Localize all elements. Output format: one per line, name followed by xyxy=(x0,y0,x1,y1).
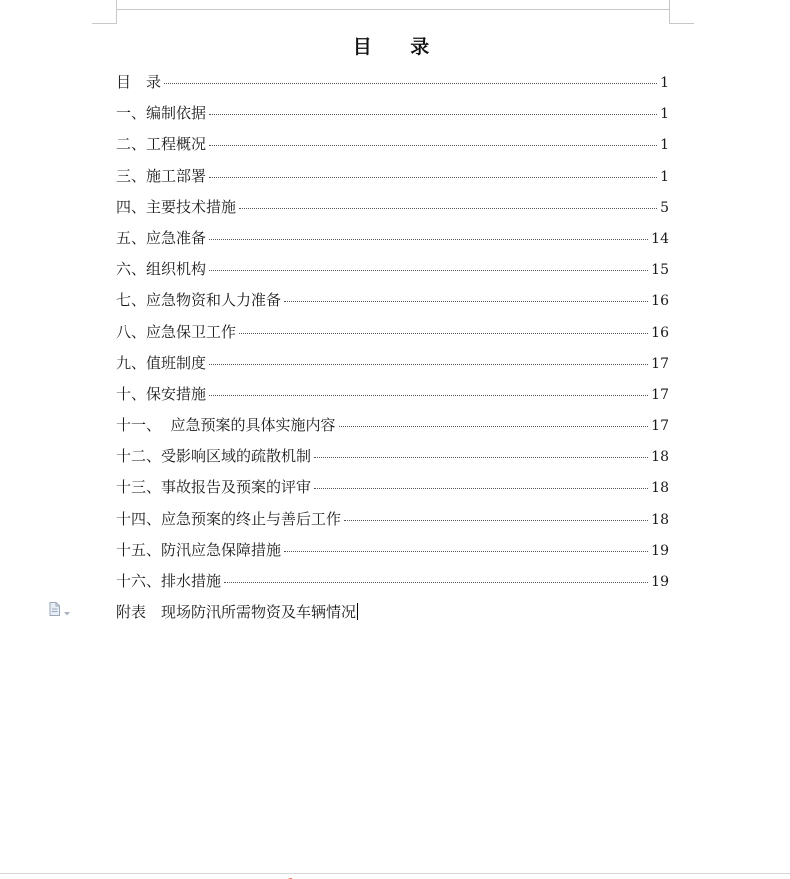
crop-mark-top-left xyxy=(92,9,117,24)
toc-entry-label: 十五、防汛应急保障措施 xyxy=(116,540,282,559)
toc-entry-page: 1 xyxy=(660,106,669,123)
toc-leader-dots xyxy=(224,581,648,583)
crop-mark-top-right-vertical xyxy=(669,0,670,9)
toc-leader-dots xyxy=(314,487,648,489)
toc-leader-dots xyxy=(209,113,657,115)
toc-entry[interactable] xyxy=(116,444,669,475)
toc-entry[interactable] xyxy=(116,413,669,444)
toc-entry-page: 19 xyxy=(651,542,669,559)
text-cursor xyxy=(357,603,358,620)
document-icon xyxy=(49,601,60,620)
toc-entry[interactable] xyxy=(116,475,669,506)
toc-entry-label: 十、保安措施 xyxy=(116,384,207,403)
toc-entry-label: 十二、受影响区域的疏散机制 xyxy=(116,447,312,466)
toc-entry[interactable] xyxy=(116,226,669,257)
toc-leader-dots xyxy=(239,332,648,334)
toc-title: 目 录 xyxy=(352,36,446,58)
toc-entry-page: 1 xyxy=(660,75,669,91)
toc-entry-page: 16 xyxy=(651,324,669,341)
toc-leader-dots xyxy=(209,394,648,396)
toc-entry-label: 一、编制依据 xyxy=(116,104,207,123)
crop-mark-top-left-vertical xyxy=(116,0,117,9)
toc-entry-label: 五、应急准备 xyxy=(116,228,207,247)
decorative-mark xyxy=(278,871,294,879)
toc-entry-label: 十六、排水措施 xyxy=(116,572,222,590)
toc-entry-label: 十一、 应急预案的具体实施内容 xyxy=(116,416,336,435)
toc-entry-label: 四、主要技术措施 xyxy=(116,197,237,216)
paragraph-menu-button[interactable] xyxy=(49,603,79,617)
toc-leader-dots xyxy=(284,300,648,302)
toc-entry[interactable] xyxy=(116,195,669,226)
page-bottom-boundary xyxy=(0,873,790,874)
toc-entry-label: 目 录 xyxy=(116,73,162,91)
toc-entry-page: 19 xyxy=(651,574,669,590)
toc-entry[interactable] xyxy=(116,351,669,382)
toc-leader-dots xyxy=(164,82,657,84)
toc-leader-dots xyxy=(344,519,648,521)
toc-entry-page: 1 xyxy=(660,137,669,154)
toc-list xyxy=(116,70,669,600)
page-top-boundary xyxy=(116,9,669,10)
toc-leader-dots xyxy=(339,425,649,427)
toc-leader-dots xyxy=(209,363,648,365)
toc-leader-dots xyxy=(209,144,657,146)
toc-entry-label: 十三、事故报告及预案的评审 xyxy=(116,478,312,497)
toc-entry-page: 18 xyxy=(651,449,669,466)
toc-entry-label: 三、施工部署 xyxy=(116,166,207,185)
appendix-line[interactable] xyxy=(116,600,358,624)
toc-entry-page: 16 xyxy=(651,293,669,310)
toc-entry[interactable] xyxy=(116,382,669,413)
toc-entry-page: 17 xyxy=(651,386,669,403)
toc-leader-dots xyxy=(284,550,648,552)
toc-entry-page: 15 xyxy=(651,262,669,279)
toc-entry-page: 18 xyxy=(651,511,669,528)
toc-entry[interactable] xyxy=(116,538,669,569)
toc-leader-dots xyxy=(209,176,657,178)
toc-leader-dots xyxy=(314,456,648,458)
toc-entry-label: 七、应急物资和人力准备 xyxy=(116,291,282,310)
chevron-down-icon xyxy=(64,601,70,620)
crop-mark-top-right xyxy=(669,9,694,24)
toc-entry-label: 八、应急保卫工作 xyxy=(116,322,237,341)
toc-entry[interactable] xyxy=(116,507,669,538)
toc-entry-label: 十四、应急预案的终止与善后工作 xyxy=(116,509,342,528)
toc-entry-page: 18 xyxy=(651,480,669,497)
toc-entry[interactable] xyxy=(116,288,669,319)
toc-entry[interactable] xyxy=(116,132,669,163)
toc-entry-page: 17 xyxy=(651,355,669,372)
toc-entry[interactable] xyxy=(116,101,669,132)
toc-entry[interactable] xyxy=(116,70,669,101)
toc-entry[interactable] xyxy=(116,257,669,288)
toc-leader-dots xyxy=(239,207,657,209)
toc-entry-label: 二、工程概况 xyxy=(116,135,207,154)
toc-entry[interactable] xyxy=(116,320,669,351)
toc-entry-page: 5 xyxy=(660,199,669,216)
toc-entry[interactable] xyxy=(116,164,669,195)
appendix-text: 附表 现场防汛所需物资及车辆情况 xyxy=(116,603,357,621)
toc-entry-page: 14 xyxy=(651,230,669,247)
toc-leader-dots xyxy=(209,269,648,271)
toc-entry[interactable] xyxy=(116,569,669,600)
toc-entry-label: 九、值班制度 xyxy=(116,353,207,372)
toc-leader-dots xyxy=(209,238,648,240)
toc-entry-page: 1 xyxy=(660,168,669,185)
toc-entry-page: 17 xyxy=(651,418,669,435)
toc-entry-label: 六、组织机构 xyxy=(116,260,207,279)
